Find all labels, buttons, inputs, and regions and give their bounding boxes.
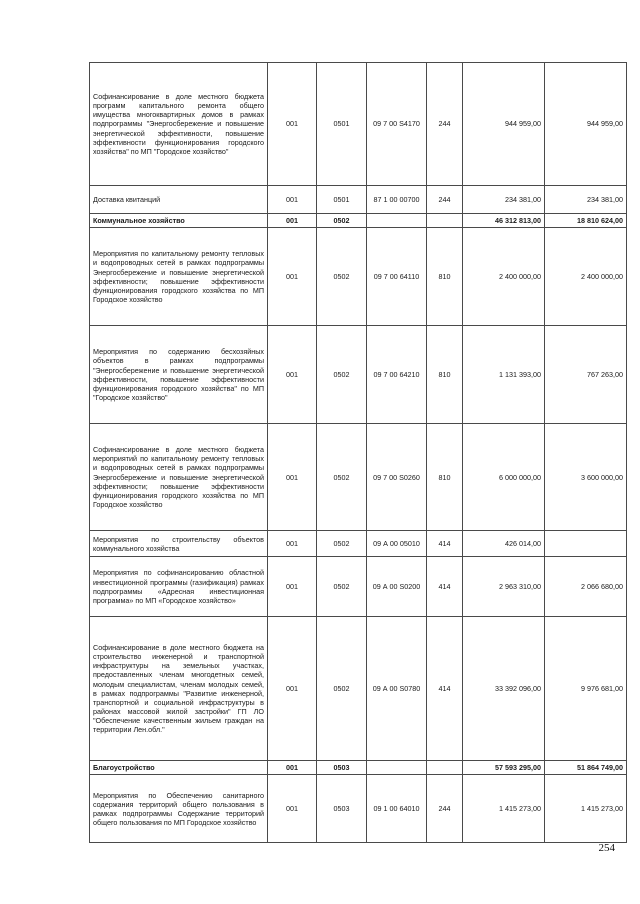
budget-table (89, 62, 627, 843)
row-name-cell: Мероприятия по капитальному ремонту тепловых и водопроводных сетей в рамках подпрограммы Энергосбережение и повышение энергетической эффективности; повышение эффективности функционирования городского хозяйства по МП Городское хозяйство (90, 228, 268, 326)
amount-cell-2: 51 864 749,00 (545, 761, 627, 775)
row-name-cell: Мероприятия по софинансированию областной инвестиционной программы (газификация) рамках подпрограммы «Адресная инвестиционная программа» по МП «Городское хозяйство» (90, 557, 268, 617)
target-article-cell: 09 7 00 S4170 (367, 63, 427, 186)
section-cell: 0502 (317, 228, 367, 326)
amount-cell-1: 1 415 273,00 (463, 775, 545, 843)
expense-type-cell: 414 (427, 531, 463, 557)
amount-cell-1: 234 381,00 (463, 186, 545, 214)
target-article-cell (367, 761, 427, 775)
amount-cell-2: 767 263,00 (545, 326, 627, 424)
row-name-cell: Софинансирование в доле местного бюджета на строительство инженерной и транспортной инфраструктуры на земельных участках, предоставленных членам многодетных семей, молодым специалистам, членам молодых семей, в рамках подпрограммы "Развитие инженерной, транспортной и социальной инфраструктуры в районах массовой жилой застройки" ГП ЛО "Обеспечение качественным жильем граждан на территории Лен.обл." (90, 617, 268, 761)
code-cell: 001 (268, 531, 317, 557)
target-article-cell: 09 1 00 64010 (367, 775, 427, 843)
table-row (90, 214, 627, 228)
code-cell: 001 (268, 326, 317, 424)
amount-cell-2: 18 810 624,00 (545, 214, 627, 228)
target-article-cell: 09 А 00 S0780 (367, 617, 427, 761)
section-cell: 0503 (317, 775, 367, 843)
expense-type-cell: 810 (427, 424, 463, 531)
row-name-cell: Мероприятия по Обеспечению санитарного содержания территорий общего пользования в рамках подпрограммы Содержание территорий общего пользования по МП Городское хозяйство (90, 775, 268, 843)
amount-cell-1: 1 131 393,00 (463, 326, 545, 424)
row-name-cell: Благоустройство (90, 761, 268, 775)
code-cell: 001 (268, 228, 317, 326)
section-cell: 0502 (317, 557, 367, 617)
section-cell: 0502 (317, 617, 367, 761)
amount-cell-1: 6 000 000,00 (463, 424, 545, 531)
expense-type-cell: 244 (427, 775, 463, 843)
target-article-cell: 09 А 00 S0200 (367, 557, 427, 617)
code-cell: 001 (268, 557, 317, 617)
amount-cell-2: 944 959,00 (545, 63, 627, 186)
table-row (90, 617, 627, 761)
expense-type-cell: 810 (427, 228, 463, 326)
row-name-cell: Коммунальное хозяйство (90, 214, 268, 228)
expense-type-cell: 810 (427, 326, 463, 424)
amount-cell-1: 2 400 000,00 (463, 228, 545, 326)
amount-cell-2: 2 400 000,00 (545, 228, 627, 326)
section-cell: 0501 (317, 186, 367, 214)
amount-cell-2 (545, 531, 627, 557)
budget-table-body (90, 63, 627, 843)
target-article-cell (367, 214, 427, 228)
row-name-cell: Мероприятия по содержанию бесхозяйных объектов в рамках подпрограммы "Энергосбережение и повышение энергетической эффективности, повышение эффективности функционирования городского хозяйства" по МП "Городское хозяйство" (90, 326, 268, 424)
row-name-cell: Софинансирование в доле местного бюджета программ капитального ремонта общего имущества многоквартирных домов в рамках подпрограммы "Энергосбережение и повышение энергетической эффективности, повышение эффективности функционирования городского хозяйства" по МП "Городское хозяйство" (90, 63, 268, 186)
table-row (90, 424, 627, 531)
target-article-cell: 09 7 00 64110 (367, 228, 427, 326)
code-cell: 001 (268, 761, 317, 775)
code-cell: 001 (268, 63, 317, 186)
table-row (90, 326, 627, 424)
expense-type-cell: 414 (427, 557, 463, 617)
amount-cell-1: 2 963 310,00 (463, 557, 545, 617)
code-cell: 001 (268, 617, 317, 761)
target-article-cell: 09 7 00 S0260 (367, 424, 427, 531)
section-cell: 0502 (317, 531, 367, 557)
section-cell: 0503 (317, 761, 367, 775)
expense-type-cell: 414 (427, 617, 463, 761)
amount-cell-2: 2 066 680,00 (545, 557, 627, 617)
target-article-cell: 09 7 00 64210 (367, 326, 427, 424)
table-row (90, 531, 627, 557)
target-article-cell: 87 1 00 00700 (367, 186, 427, 214)
code-cell: 001 (268, 424, 317, 531)
section-cell: 0502 (317, 424, 367, 531)
expense-type-cell: 244 (427, 186, 463, 214)
row-name-cell: Доставка квитанций (90, 186, 268, 214)
row-name-cell: Софинансирование в доле местного бюджета мероприятий по капитальному ремонту тепловых и водопроводных сетей в рамках подпрограммы Энергосбережение и повышение энергетической эффективности; повышение эффективности функционирования городского хозяйства по МП Городское хозяйство (90, 424, 268, 531)
table-row (90, 761, 627, 775)
table-row (90, 63, 627, 186)
page-number: 254 (598, 842, 615, 854)
section-cell: 0502 (317, 214, 367, 228)
code-cell: 001 (268, 186, 317, 214)
row-name-cell: Мероприятия по строительству объектов коммунального хозяйства (90, 531, 268, 557)
expense-type-cell (427, 761, 463, 775)
expense-type-cell (427, 214, 463, 228)
section-cell: 0501 (317, 63, 367, 186)
target-article-cell: 09 А 00 05010 (367, 531, 427, 557)
section-cell: 0502 (317, 326, 367, 424)
code-cell: 001 (268, 775, 317, 843)
table-row (90, 557, 627, 617)
amount-cell-2: 1 415 273,00 (545, 775, 627, 843)
amount-cell-1: 33 392 096,00 (463, 617, 545, 761)
amount-cell-1: 46 312 813,00 (463, 214, 545, 228)
amount-cell-2: 3 600 000,00 (545, 424, 627, 531)
code-cell: 001 (268, 214, 317, 228)
table-row (90, 775, 627, 843)
amount-cell-2: 234 381,00 (545, 186, 627, 214)
amount-cell-1: 426 014,00 (463, 531, 545, 557)
amount-cell-2: 9 976 681,00 (545, 617, 627, 761)
expense-type-cell: 244 (427, 63, 463, 186)
amount-cell-1: 944 959,00 (463, 63, 545, 186)
table-row (90, 228, 627, 326)
table-row (90, 186, 627, 214)
amount-cell-1: 57 593 295,00 (463, 761, 545, 775)
